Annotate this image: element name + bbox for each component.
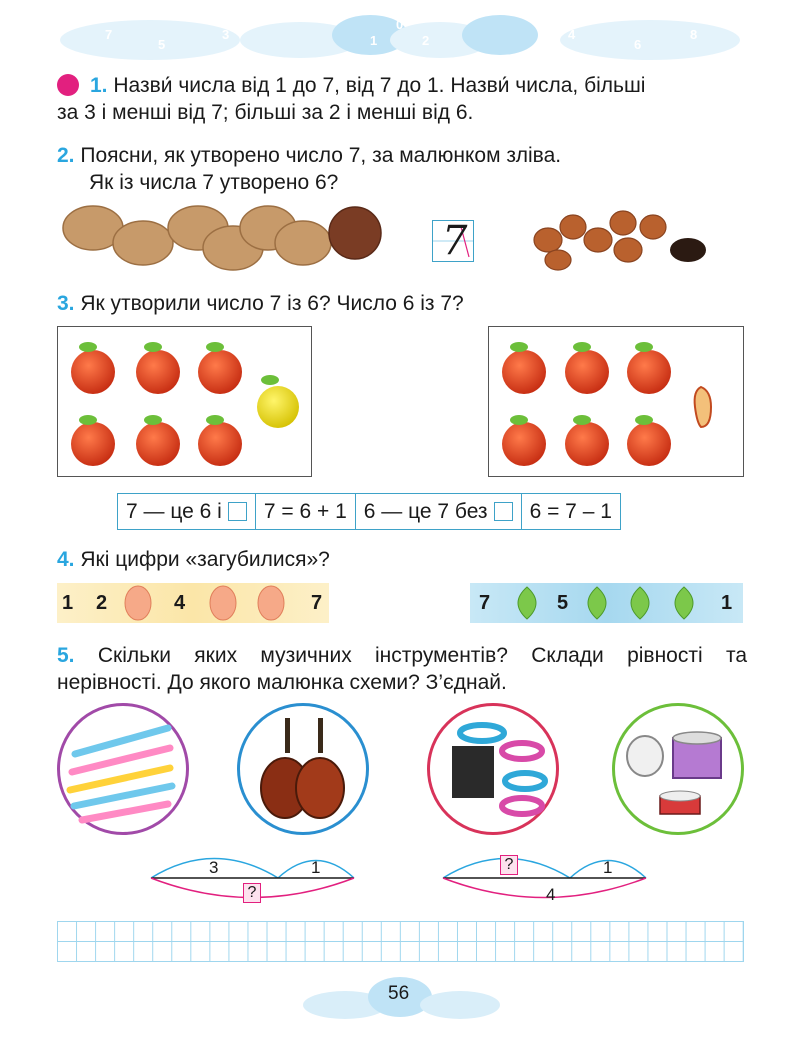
digit-seven: 7 [442, 218, 468, 264]
scheme-1-top-right: 1 [311, 858, 321, 877]
equation-cell [118, 494, 256, 529]
equation-text: 6 = 7 – 1 [529, 500, 612, 523]
equation-text: 7 = 6 + 1 [263, 500, 347, 523]
task-3-text: Як утворили число 7 із 6? Число 6 із 7? [80, 292, 464, 315]
tambourines-circle [427, 703, 559, 835]
task-4 [57, 546, 330, 573]
task-1-number: 1. [90, 74, 108, 97]
task-5-number: 5. [57, 644, 75, 667]
bandura-image [240, 706, 366, 832]
task-2-text-line2: Як із числа 7 утворено 6? [89, 171, 339, 194]
scheme-2-bottom: 4 [546, 885, 556, 904]
number-strip-left [57, 583, 329, 623]
equation-text: 7 — це 6 і [126, 500, 222, 523]
task-1-text-line1: Назви́ числа від 1 до 7, від 7 до 1. Назви́ числа, більші [113, 74, 646, 97]
drums-image [615, 706, 741, 832]
drums-circle [612, 703, 744, 835]
cloud-digit: 4 [568, 27, 576, 42]
hazelnuts-image [528, 205, 728, 275]
flutes-image [60, 706, 186, 832]
answer-blank[interactable] [494, 502, 513, 521]
cloud-banner [40, 5, 760, 65]
task-2-text-line1: Поясни, як утворено число 7, за малюнком зліва. [80, 144, 562, 167]
task-5-text-line1: Скільки яких музичних інструментів? Склади рівності та [97, 644, 748, 667]
cloud-digit: 5 [158, 37, 166, 52]
scheme-2-top-right: 1 [603, 858, 613, 877]
task-3 [57, 290, 464, 317]
apples-frame-right [488, 326, 744, 477]
task-4-number: 4. [57, 548, 75, 571]
strip-digit: 7 [479, 592, 491, 614]
digit-seven-box [432, 220, 474, 262]
walnuts-image [58, 198, 388, 273]
task-5 [57, 642, 747, 696]
bandura-circle [237, 703, 369, 835]
task-3-number: 3. [57, 292, 75, 315]
cloud-digit: 0 [396, 17, 404, 32]
task-1 [57, 72, 747, 126]
task-1-text-line2: за 3 і менші від 7; більші за 2 і менші від 6. [57, 101, 474, 124]
equation-cell [522, 494, 620, 529]
scheme-2 [440, 845, 650, 910]
page-number: 56 [388, 983, 410, 1004]
apples-frame-left [57, 326, 312, 477]
strip-digit: 1 [62, 592, 74, 614]
header-clouds [40, 5, 760, 65]
strip-digit: 7 [311, 592, 323, 614]
number-strip-right [470, 583, 743, 623]
apples-six-core [489, 327, 743, 476]
equation-cell [356, 494, 522, 529]
answer-blank[interactable] [228, 502, 247, 521]
cloud-digit: 3 [222, 27, 230, 42]
cloud-digit: 1 [370, 33, 378, 48]
strip-digit: 2 [96, 592, 108, 614]
strip-digit: 4 [174, 592, 186, 614]
scheme-2-top-left[interactable]: ? [500, 855, 518, 875]
cloud-digit: 8 [690, 27, 698, 42]
cloud-digit: 6 [634, 37, 642, 52]
tambourines-image [430, 706, 556, 832]
strip-digit: 5 [557, 592, 569, 614]
cloud-digit: 2 [422, 33, 430, 48]
writing-grid[interactable] [57, 921, 744, 962]
task-5-text-line2: нерівності. До якого малюнка схеми? З’єднай. [57, 671, 507, 694]
footer-clouds [300, 975, 500, 1025]
equation-cell [256, 494, 356, 529]
flutes-circle [57, 703, 189, 835]
task-2-number: 2. [57, 144, 75, 167]
apples-seven [58, 327, 311, 476]
scheme-1-bottom[interactable]: ? [243, 883, 261, 903]
task-4-text: Які цифри «загубилися»? [80, 548, 330, 571]
strip-digit: 1 [721, 592, 733, 614]
equation-row [117, 493, 621, 530]
scheme-1-top-left: 3 [209, 858, 219, 877]
cloud-digit: 7 [105, 27, 113, 42]
task-2 [57, 142, 747, 196]
equation-text: 6 — це 7 без [363, 500, 488, 523]
scheme-1 [148, 845, 358, 910]
